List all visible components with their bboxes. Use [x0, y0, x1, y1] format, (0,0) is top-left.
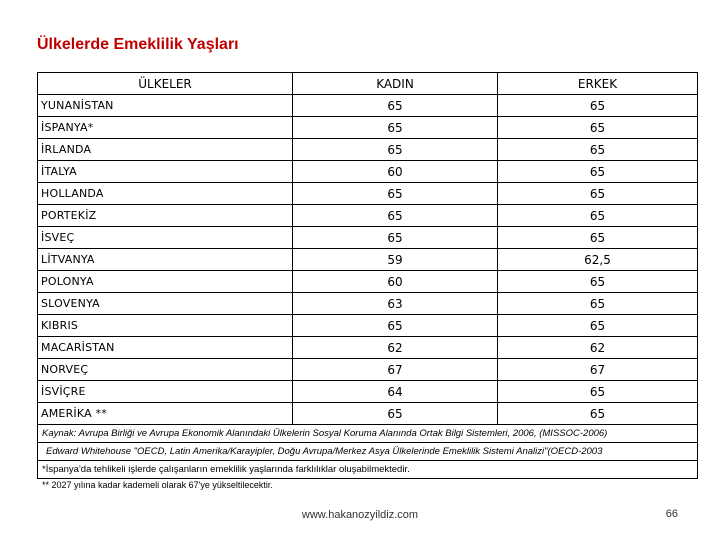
retirement-age-table — [37, 72, 698, 479]
women-age-cell: 60 — [293, 161, 498, 183]
table-row — [38, 293, 698, 315]
women-age-cell: 65 — [293, 315, 498, 337]
country-cell: İRLANDA — [38, 139, 293, 161]
table-row — [38, 227, 698, 249]
country-cell: AMERİKA ** — [38, 403, 293, 425]
men-age-cell: 65 — [498, 139, 698, 161]
women-age-cell: 62 — [293, 337, 498, 359]
footnote-2: ** 2027 yılına kadar kademeli olarak 67'ye yükseltilecektir. — [42, 480, 273, 490]
page-number: 66 — [665, 508, 678, 520]
men-age-cell: 65 — [498, 403, 698, 425]
country-cell: İSVEÇ — [38, 227, 293, 249]
men-age-cell: 65 — [498, 95, 698, 117]
men-age-cell: 65 — [498, 271, 698, 293]
header-men: ERKEK — [498, 73, 698, 95]
country-cell: KIBRIS — [38, 315, 293, 337]
table-row — [38, 183, 698, 205]
country-cell: POLONYA — [38, 271, 293, 293]
table-row — [38, 95, 698, 117]
table-row — [38, 249, 698, 271]
women-age-cell: 65 — [293, 403, 498, 425]
source-note-2: Edward Whitehouse "OECD, Latin Amerika/Karayipler, Doğu Avrupa/Merkez Asya Ülkelerinde Emeklilik Sistemi Analizi"(OECD-2003 — [38, 443, 698, 461]
table-header-row — [38, 73, 698, 95]
women-age-cell: 65 — [293, 205, 498, 227]
men-age-cell: 62,5 — [498, 249, 698, 271]
country-cell: LİTVANYA — [38, 249, 293, 271]
men-age-cell: 65 — [498, 183, 698, 205]
source-note-1: Kaynak: Avrupa Birliği ve Avrupa Ekonomik Alanındaki Ülkelerin Sosyal Koruma Alanında Ortak Bilgi Sistemleri, 2006, (MISSOC-2006) — [38, 425, 698, 443]
table-row — [38, 359, 698, 381]
men-age-cell: 65 — [498, 205, 698, 227]
footer-url: www.hakanozyildiz.com — [301, 509, 419, 521]
men-age-cell: 67 — [498, 359, 698, 381]
men-age-cell: 65 — [498, 161, 698, 183]
table-row — [38, 117, 698, 139]
table-row — [38, 337, 698, 359]
women-age-cell: 64 — [293, 381, 498, 403]
men-age-cell: 65 — [498, 315, 698, 337]
men-age-cell: 62 — [498, 337, 698, 359]
table-body — [38, 95, 698, 425]
footnote-1: *İspanya'da tehlikeli işlerde çalışanların emeklilik yaşlarında farklılıklar oluşabilmektedir. — [38, 461, 698, 479]
source-note-row-2 — [38, 443, 698, 461]
women-age-cell: 63 — [293, 293, 498, 315]
table-row — [38, 403, 698, 425]
country-cell: NORVEÇ — [38, 359, 293, 381]
country-cell: İTALYA — [38, 161, 293, 183]
table-row — [38, 161, 698, 183]
men-age-cell: 65 — [498, 381, 698, 403]
women-age-cell: 67 — [293, 359, 498, 381]
country-cell: MACARİSTAN — [38, 337, 293, 359]
table-row — [38, 315, 698, 337]
women-age-cell: 65 — [293, 227, 498, 249]
men-age-cell: 65 — [498, 293, 698, 315]
men-age-cell: 65 — [498, 227, 698, 249]
country-cell: SLOVENYA — [38, 293, 293, 315]
country-cell: İSVİÇRE — [38, 381, 293, 403]
country-cell: HOLLANDA — [38, 183, 293, 205]
women-age-cell: 59 — [293, 249, 498, 271]
source-note-row-1 — [38, 425, 698, 443]
table-row — [38, 139, 698, 161]
table-row — [38, 205, 698, 227]
country-cell: PORTEKİZ — [38, 205, 293, 227]
women-age-cell: 60 — [293, 271, 498, 293]
header-women: KADIN — [293, 73, 498, 95]
women-age-cell: 65 — [293, 95, 498, 117]
table-row — [38, 381, 698, 403]
men-age-cell: 65 — [498, 117, 698, 139]
country-cell: İSPANYA* — [38, 117, 293, 139]
header-countries: ÜLKELER — [38, 73, 293, 95]
country-cell: YUNANİSTAN — [38, 95, 293, 117]
footnote-row-1 — [38, 461, 698, 479]
retirement-age-table-container — [37, 72, 697, 479]
table-row — [38, 271, 698, 293]
women-age-cell: 65 — [293, 117, 498, 139]
women-age-cell: 65 — [293, 139, 498, 161]
women-age-cell: 65 — [293, 183, 498, 205]
page-title: Ülkelerde Emeklilik Yaşları — [37, 36, 239, 53]
